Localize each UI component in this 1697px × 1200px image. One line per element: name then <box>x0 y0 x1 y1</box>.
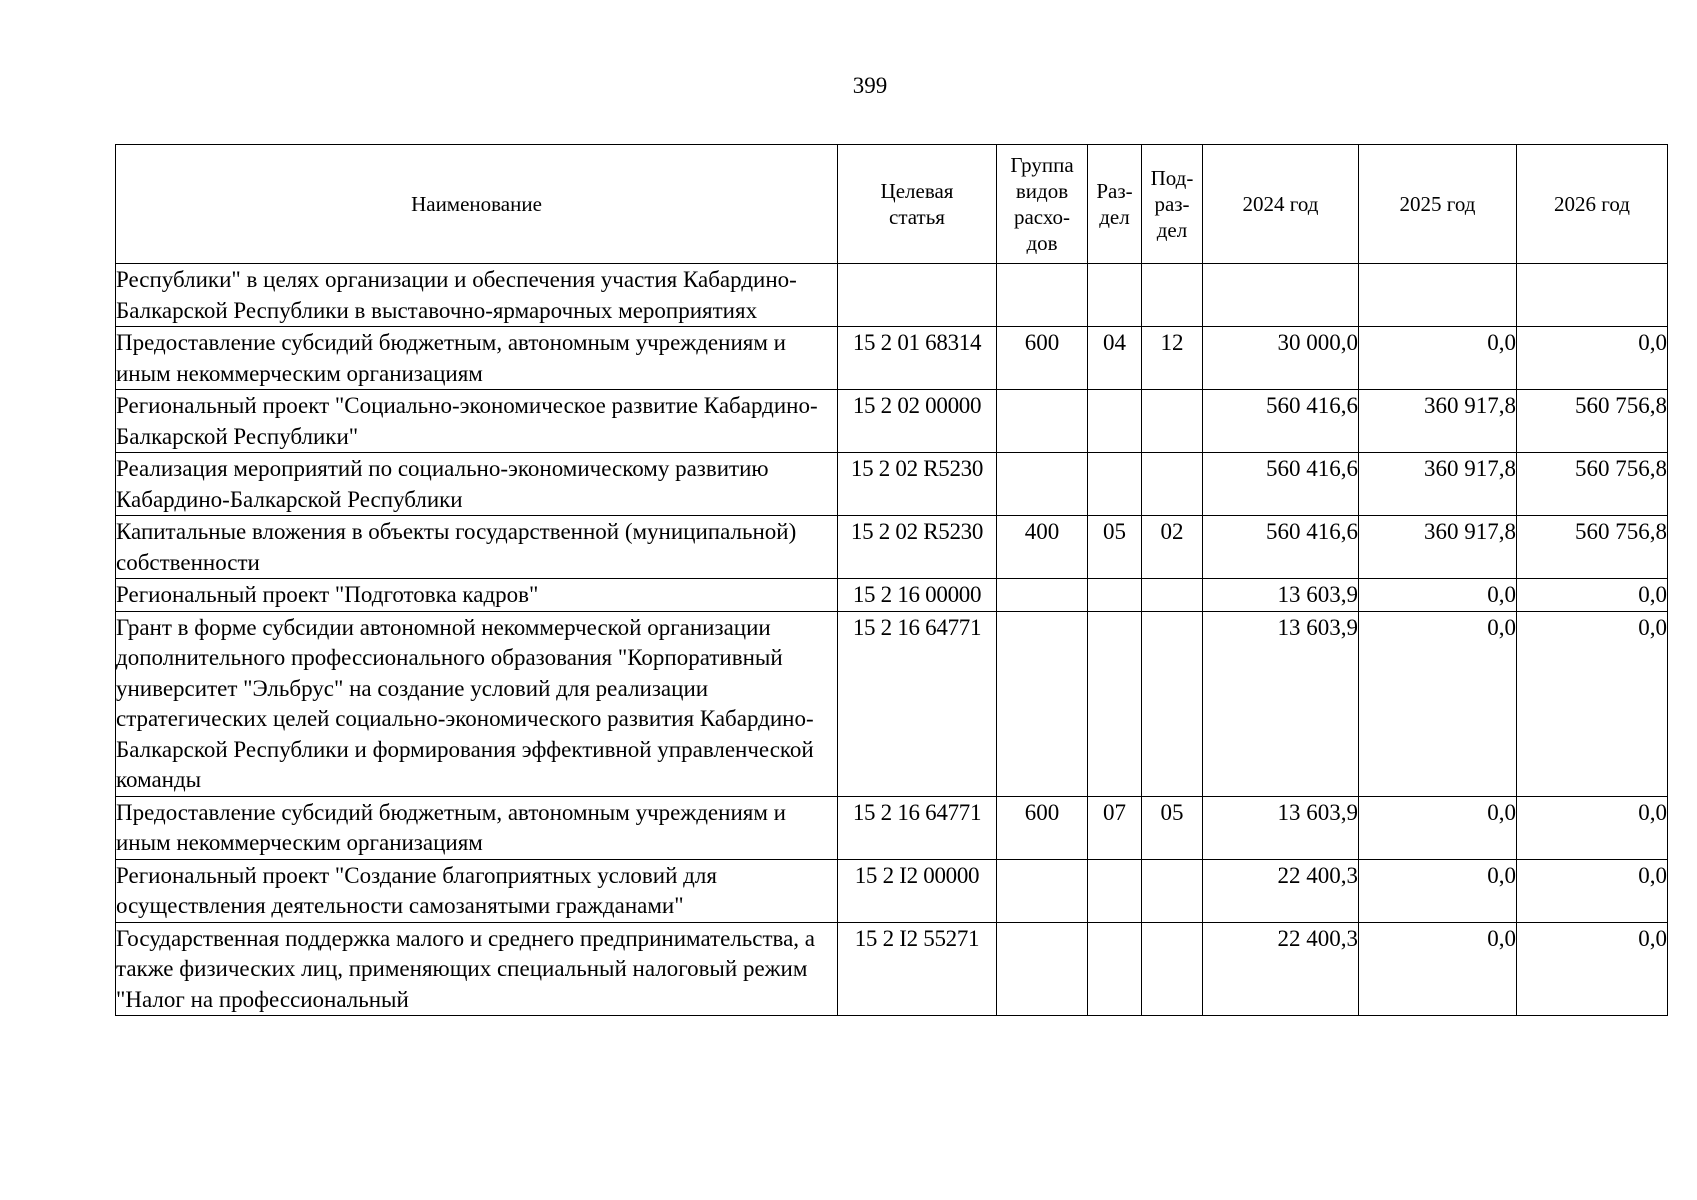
cell-expense-group: 600 <box>997 327 1088 390</box>
cell-2026: 0,0 <box>1517 579 1668 612</box>
cell-subsection <box>1142 922 1203 1016</box>
cell-2025 <box>1359 264 1517 327</box>
cell-2025: 360 917,8 <box>1359 516 1517 579</box>
cell-expense-group <box>997 611 1088 796</box>
cell-name: Предоставление субсидий бюджетным, автономным учреждениям и иным некоммерческим организациям <box>116 327 838 390</box>
cell-name: Грант в форме субсидии автономной некоммерческой организации дополнительного профессионального образования "Корпоративный университет "Эльбрус" на создание условий для реализации стратегических целей социально-экономического развития Кабардино-Балкарской Республики и формирования эффективной управленческой команды <box>116 611 838 796</box>
cell-2026: 560 756,8 <box>1517 516 1668 579</box>
header-2026: 2026 год <box>1517 145 1668 264</box>
cell-target-code <box>838 264 997 327</box>
cell-expense-group: 600 <box>997 796 1088 859</box>
cell-subsection: 12 <box>1142 327 1203 390</box>
table-row <box>116 922 1668 1016</box>
cell-target-code: 15 2 02 R5230 <box>838 453 997 516</box>
table-row <box>116 516 1668 579</box>
cell-name: Республики" в целях организации и обеспечения участия Кабардино-Балкарской Республики в выставочно-ярмарочных мероприятиях <box>116 264 838 327</box>
table-header-row <box>116 145 1668 264</box>
cell-2024: 560 416,6 <box>1203 516 1359 579</box>
cell-section: 04 <box>1088 327 1142 390</box>
cell-2026: 0,0 <box>1517 859 1668 922</box>
table-body <box>116 264 1668 1016</box>
cell-target-code: 15 2 02 00000 <box>838 390 997 453</box>
cell-target-code: 15 2 01 68314 <box>838 327 997 390</box>
cell-2026: 0,0 <box>1517 922 1668 1016</box>
header-target: Целевая статья <box>838 145 997 264</box>
cell-name: Предоставление субсидий бюджетным, автономным учреждениям и иным некоммерческим организациям <box>116 796 838 859</box>
cell-section <box>1088 611 1142 796</box>
cell-2025: 360 917,8 <box>1359 453 1517 516</box>
cell-section <box>1088 579 1142 612</box>
cell-target-code: 15 2 I2 55271 <box>838 922 997 1016</box>
cell-target-code: 15 2 16 00000 <box>838 579 997 612</box>
header-2024: 2024 год <box>1203 145 1359 264</box>
cell-subsection: 02 <box>1142 516 1203 579</box>
cell-2025: 0,0 <box>1359 611 1517 796</box>
cell-2024: 13 603,9 <box>1203 611 1359 796</box>
cell-2024: 13 603,9 <box>1203 579 1359 612</box>
budget-table <box>115 144 1668 1016</box>
cell-name: Региональный проект "Создание благоприятных условий для осуществления деятельности самозанятыми гражданами" <box>116 859 838 922</box>
cell-2025: 0,0 <box>1359 796 1517 859</box>
cell-name: Региональный проект "Социально-экономическое развитие Кабардино-Балкарской Республики" <box>116 390 838 453</box>
cell-2025: 0,0 <box>1359 859 1517 922</box>
cell-2024: 30 000,0 <box>1203 327 1359 390</box>
cell-name: Государственная поддержка малого и среднего предпринимательства, а также физических лиц, применяющих специальный налоговый режим "Налог на профессиональный <box>116 922 838 1016</box>
cell-expense-group <box>997 264 1088 327</box>
cell-expense-group <box>997 579 1088 612</box>
cell-subsection <box>1142 611 1203 796</box>
header-2025: 2025 год <box>1359 145 1517 264</box>
table-row <box>116 796 1668 859</box>
cell-expense-group <box>997 859 1088 922</box>
cell-2024: 560 416,6 <box>1203 453 1359 516</box>
cell-2026: 0,0 <box>1517 327 1668 390</box>
header-name: Наименование <box>116 145 838 264</box>
cell-target-code: 15 2 16 64771 <box>838 796 997 859</box>
cell-name: Реализация мероприятий по социально-экономическому развитию Кабардино-Балкарской Республики <box>116 453 838 516</box>
cell-target-code: 15 2 I2 00000 <box>838 859 997 922</box>
cell-2025: 360 917,8 <box>1359 390 1517 453</box>
cell-subsection: 05 <box>1142 796 1203 859</box>
cell-expense-group <box>997 922 1088 1016</box>
cell-section: 05 <box>1088 516 1142 579</box>
cell-2025: 0,0 <box>1359 922 1517 1016</box>
cell-section <box>1088 453 1142 516</box>
cell-2026: 560 756,8 <box>1517 390 1668 453</box>
header-section: Раз- дел <box>1088 145 1142 264</box>
table-row <box>116 264 1668 327</box>
cell-subsection <box>1142 264 1203 327</box>
cell-2026: 560 756,8 <box>1517 453 1668 516</box>
cell-section <box>1088 859 1142 922</box>
table-row <box>116 611 1668 796</box>
page-number: 399 <box>852 73 888 98</box>
cell-2026 <box>1517 264 1668 327</box>
cell-expense-group: 400 <box>997 516 1088 579</box>
cell-2026: 0,0 <box>1517 796 1668 859</box>
table-row <box>116 579 1668 612</box>
table-row <box>116 390 1668 453</box>
header-expense-group: Группа видов расхо- дов <box>997 145 1088 264</box>
cell-name: Капитальные вложения в объекты государственной (муниципальной) собственности <box>116 516 838 579</box>
cell-2026: 0,0 <box>1517 611 1668 796</box>
cell-section: 07 <box>1088 796 1142 859</box>
cell-section <box>1088 390 1142 453</box>
cell-2025: 0,0 <box>1359 579 1517 612</box>
cell-section <box>1088 922 1142 1016</box>
cell-2024: 560 416,6 <box>1203 390 1359 453</box>
cell-2024: 22 400,3 <box>1203 859 1359 922</box>
cell-section <box>1088 264 1142 327</box>
table-row <box>116 453 1668 516</box>
cell-name: Региональный проект "Подготовка кадров" <box>116 579 838 612</box>
header-subsection: Под- раз- дел <box>1142 145 1203 264</box>
cell-2024: 13 603,9 <box>1203 796 1359 859</box>
table-row <box>116 859 1668 922</box>
cell-subsection <box>1142 453 1203 516</box>
cell-2024: 22 400,3 <box>1203 922 1359 1016</box>
cell-expense-group <box>997 453 1088 516</box>
cell-target-code: 15 2 02 R5230 <box>838 516 997 579</box>
cell-expense-group <box>997 390 1088 453</box>
table-row <box>116 327 1668 390</box>
cell-2025: 0,0 <box>1359 327 1517 390</box>
cell-subsection <box>1142 579 1203 612</box>
cell-2024 <box>1203 264 1359 327</box>
cell-target-code: 15 2 16 64771 <box>838 611 997 796</box>
cell-subsection <box>1142 859 1203 922</box>
cell-subsection <box>1142 390 1203 453</box>
